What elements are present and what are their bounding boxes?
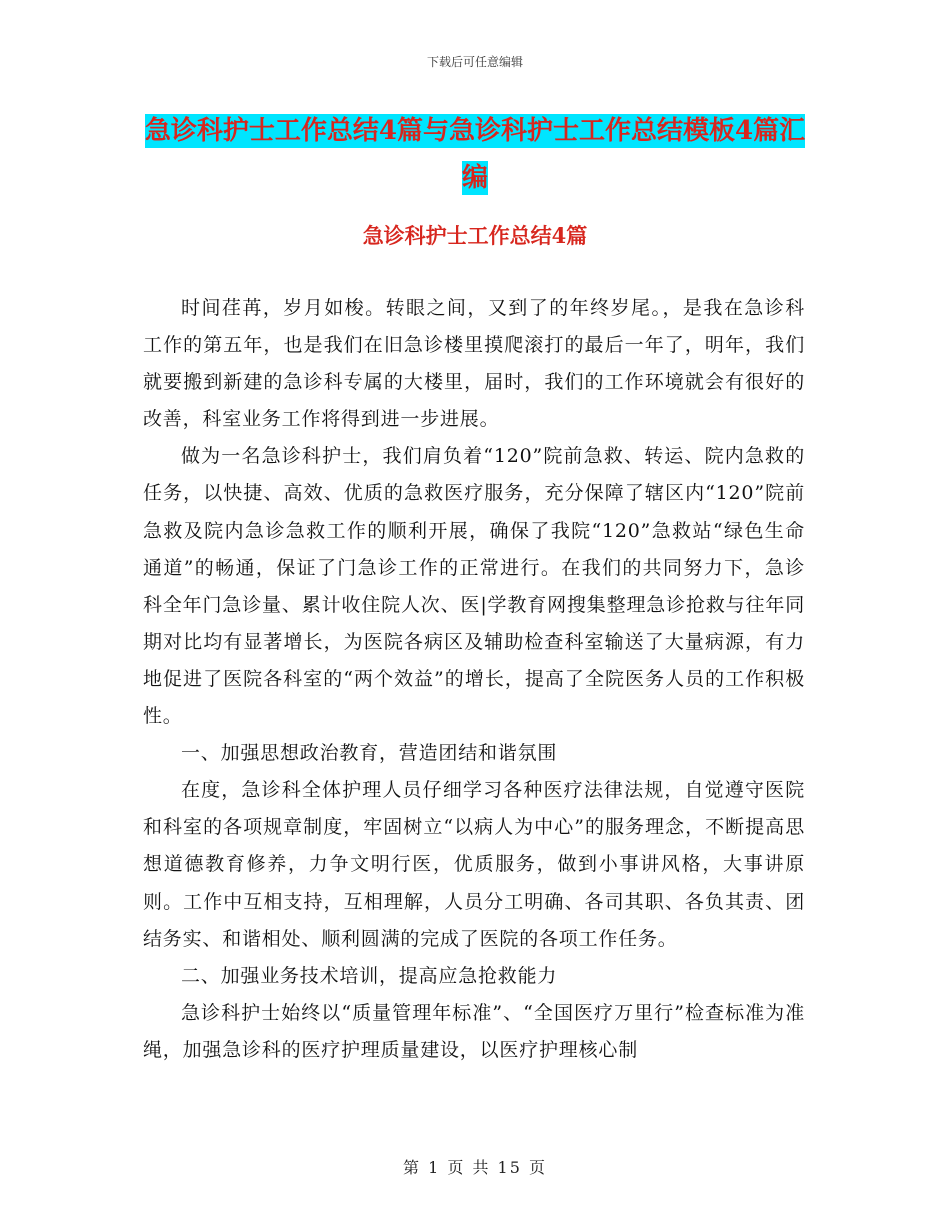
heading-skill-training: 二、加强业务技术培训，提高应急抢救能力 — [181, 964, 558, 987]
document-title-text: 急诊科护士工作总结4篇与急诊科护士工作总结模板4篇汇编 — [144, 116, 806, 193]
heading-political-education: 一、加强思想政治教育，营造团结和谐氛围 — [181, 742, 558, 765]
document-title — [140, 108, 810, 202]
page-number-footer: 第 1 页 共 15 页 — [403, 1158, 547, 1177]
paragraph-political-education: 在度，急诊科全体护理人员仔细学习各种医疗法律法规，自觉遵守医院和科室的各项规章制度，牢固树立“以病人为中心”的服务理念，不断提高思想道德教育修养，力争文明行医，优质服务，做到小事讲风格，大事讲原则。工作中互相支持，互相理解，人员分工明确、各司其职、各负其责、团结务实、和谐相处、顺利圆满的完成了医院的各项工作任务。 — [143, 779, 805, 950]
page-header: 下载后可任意编辑 — [426, 55, 523, 69]
paragraph-skill-training: 急诊科护士始终以“质量管理年标准”、“全国医疗万里行”检查标准为准绳，加强急诊科的医疗护理质量建设，以医疗护理核心制 — [143, 1001, 805, 1061]
document-body — [143, 290, 805, 1069]
paragraph-duty: 做为一名急诊科护士，我们肩负着“120”院前急救、转运、院内急救的任务，以快捷、高效、优质的急救医疗服务，充分保障了辖区内“120”院前急救及院内急诊急救工作的顺利开展，确保了我院“120”急救站“绿色生命通道”的畅通，保证了门急诊工作的正常进行。在我们的共同努力下，急诊科全年门急诊量、累计收住院人次、医|学教育网搜集整理急诊抢救与往年同期对比均有显著增长，为医院各病区及辅助检查科室输送了大量病源，有力地促进了医院各科室的“两个效益”的增长，提高了全院医务人员的工作积极性。 — [143, 445, 805, 728]
paragraph-intro: 时间荏苒，岁月如梭。转眼之间，又到了的年终岁尾。，是我在急诊科工作的第五年，也是我们在旧急诊楼里摸爬滚打的最后一年了，明年，我们就要搬到新建的急诊科专属的大楼里，届时，我们的工作环境就会有很好的改善，科室业务工作将得到进一步进展。 — [143, 297, 805, 431]
section-title: 急诊科护士工作总结4篇 — [362, 223, 588, 248]
